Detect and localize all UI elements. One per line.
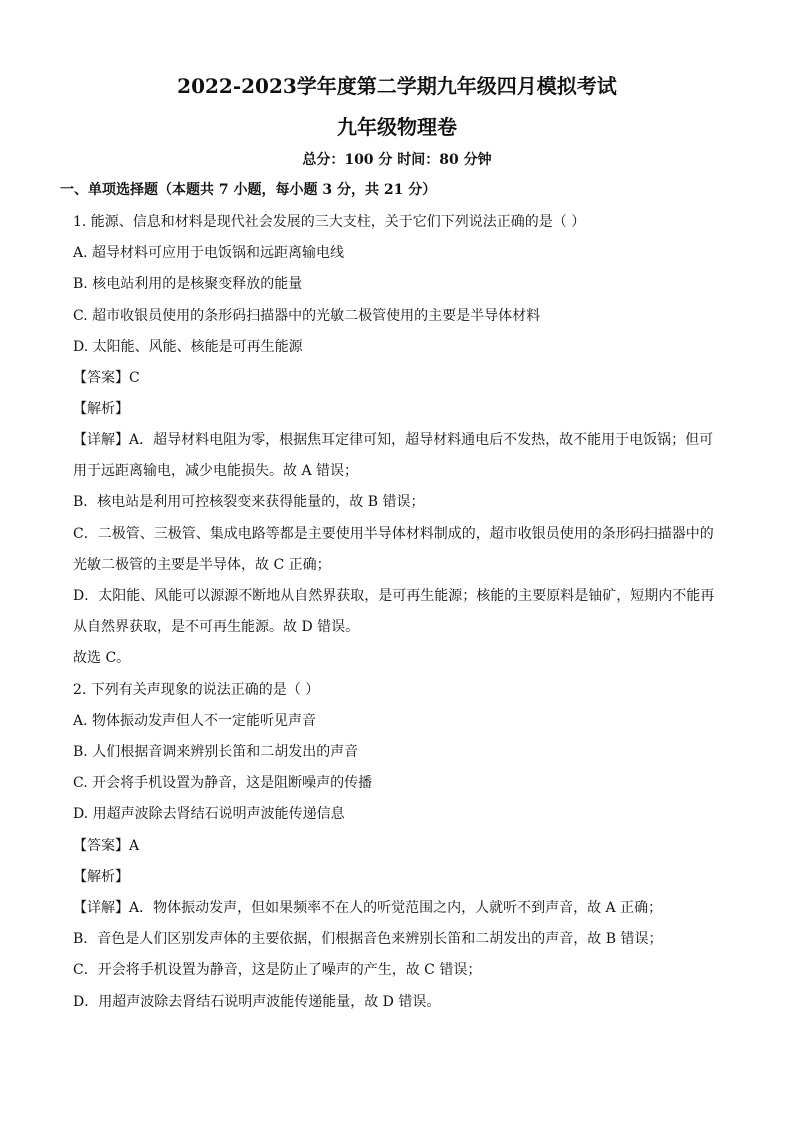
- question-1-option-d: D. 太阳能、风能、核能是可再生能源: [73, 339, 303, 355]
- exam-title: 2022-2023学年度第二学期九年级四月模拟考试: [177, 74, 617, 98]
- question-1-option-a: A. 超导材料可应用于电饭锅和远距离输电线: [73, 245, 345, 261]
- question-1-option-b: B. 核电站利用的是核聚变释放的能量: [73, 276, 303, 292]
- question-1-detail-line: 用于远距离输电，减少电能损失。故 A 错误；: [73, 463, 359, 479]
- question-1-detail-line: D．太阳能、风能可以源源不断地从自然界获取，是可再生能源；核能的主要原料是铀矿，短期内不能再: [73, 588, 715, 604]
- question-2-option-b: B. 人们根据音调来辨别长笛和二胡发出的声音: [73, 744, 359, 760]
- question-2-option-c: C. 开会将手机设置为静音，这是阻断噪声的传播: [73, 775, 373, 791]
- question-1-detail-line: C．二极管、三极管、集成电路等都是主要使用半导体材料制成的，超市收银员使用的条形码扫描器中的: [73, 526, 714, 542]
- question-2-analysis-label: 【解析】: [73, 869, 129, 885]
- question-1-detail-line: 【详解】A．超导材料电阻为零，根据焦耳定律可知，超导材料通电后不发热，故不能用于电饭锅；但可: [73, 432, 714, 448]
- question-1-detail-line: 光敏二极管的主要是半导体，故 C 正确；: [73, 557, 331, 573]
- question-2-answer: 【答案】A: [73, 838, 140, 854]
- question-1-stem: 1. 能源、信息和材料是现代社会发展的三大支柱，关于它们下列说法正确的是（ ）: [73, 214, 586, 230]
- question-1-detail-line: B．核电站是利用可控核裂变来获得能量的，故 B 错误；: [73, 494, 425, 510]
- question-2-detail-line: C．开会将手机设置为静音，这是防止了噪声的产生，故 C 错误；: [73, 962, 482, 978]
- exam-subtitle: 九年级物理卷: [337, 115, 457, 139]
- section-heading: 一、单项选择题（本题共 7 小题，每小题 3 分，共 21 分）: [60, 182, 437, 198]
- question-2-stem: 2. 下列有关声现象的说法正确的是（ ）: [73, 682, 320, 698]
- question-1-option-c: C. 超市收银员使用的条形码扫描器中的光敏二极管使用的主要是半导体材料: [73, 308, 541, 324]
- question-2-option-a: A. 物体振动发声但人不一定能听见声音: [73, 713, 317, 729]
- question-1-analysis-label: 【解析】: [73, 401, 129, 417]
- question-1-answer: 【答案】C: [73, 370, 140, 386]
- question-2-detail-line: B．音色是人们区别发声体的主要依据，们根据音色来辨别长笛和二胡发出的声音，故 B 错误；: [73, 931, 663, 947]
- exam-info: 总分：100 分 时间：80 分钟: [302, 152, 492, 168]
- question-1-conclusion: 故选 C。: [73, 650, 131, 666]
- question-1-detail-line: 从自然界获取，是不可再生能源。故 D 错误。: [73, 619, 360, 635]
- question-2-detail-line: 【详解】A．物体振动发声，但如果频率不在人的听觉范围之内，人就听不到声音，故 A 正确；: [73, 900, 663, 916]
- question-2-detail-line: D．用超声波除去肾结石说明声波能传递能量，故 D 错误。: [73, 994, 441, 1010]
- question-2-option-d: D. 用超声波除去肾结石说明声波能传递信息: [73, 806, 345, 822]
